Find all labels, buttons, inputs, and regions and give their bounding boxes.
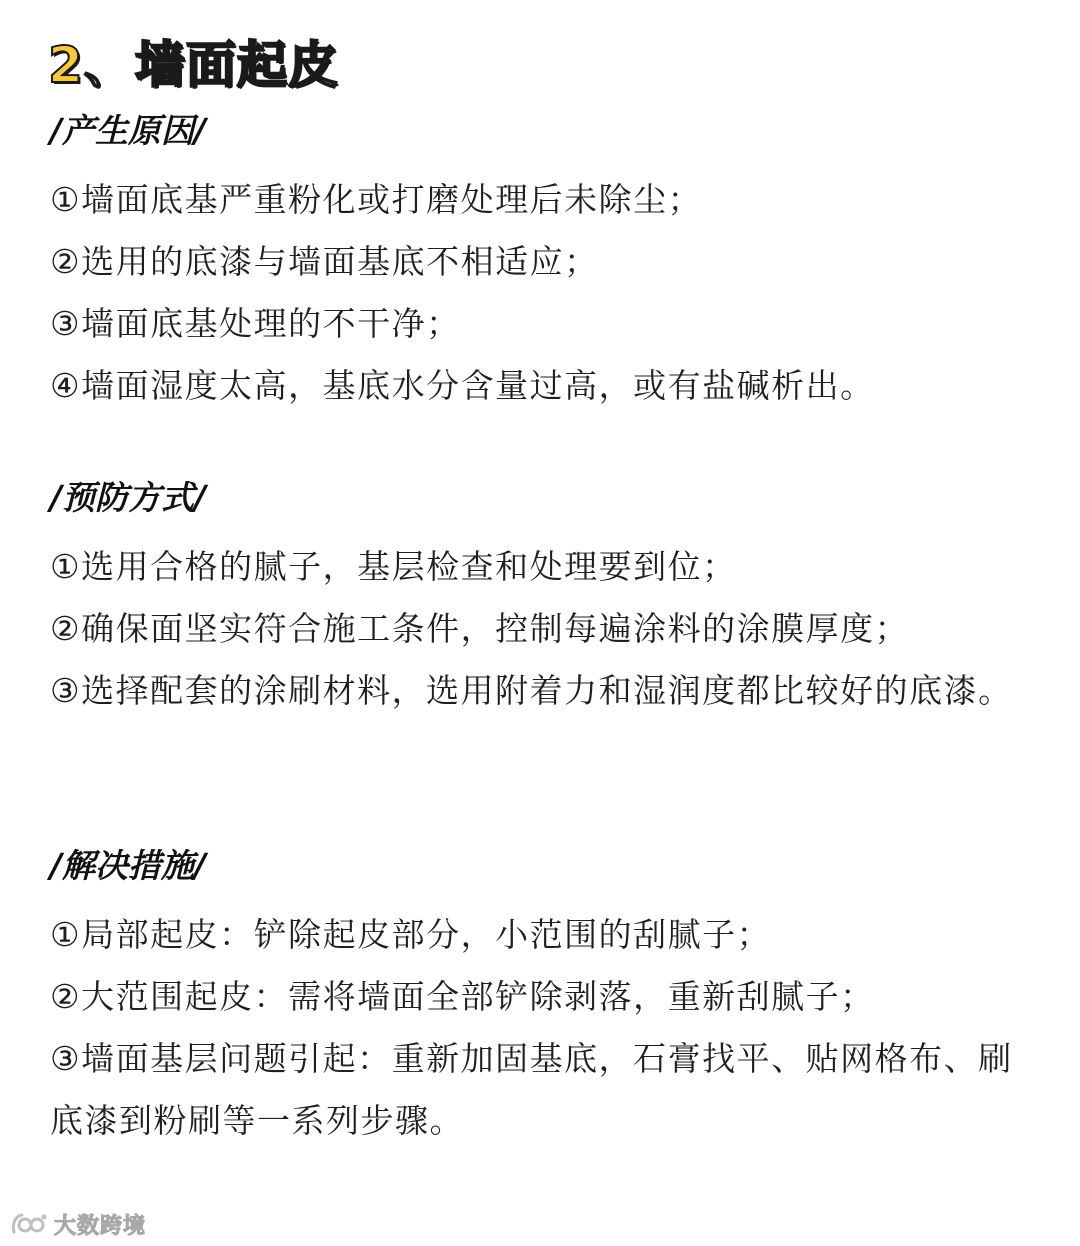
- cause-item-4: ④墙面湿度太高，基底水分含量过高，或有盐碱析出。: [50, 366, 875, 405]
- prevention-item-3: ③选择配套的涂刷材料，选用附着力和湿润度都比较好的底漆。: [50, 671, 1013, 710]
- section-heading-solutions: /解决措施/: [50, 846, 207, 885]
- solution-item-2: ②大范围起皮：需将墙面全部铲除剥落，重新刮腻子；: [50, 977, 875, 1016]
- section-solutions: [50, 846, 1040, 1152]
- brand-logo-icon: [10, 1211, 48, 1237]
- solution-item-1: ①局部起皮：铲除起皮部分，小范围的刮腻子；: [50, 915, 772, 954]
- cause-item-1: ①墙面底基严重粉化或打磨处理后未除尘；: [50, 180, 703, 219]
- section-causes: [50, 111, 1040, 417]
- watermark: [10, 1206, 146, 1242]
- cause-item-2: ②选用的底漆与墙面基底不相适应；: [50, 242, 599, 281]
- solution-item-3: ③墙面基层问题引起：重新加固基底，石膏找平、贴网格布、刷底漆到粉刷等一系列步骤。: [50, 1039, 1013, 1140]
- prevention-item-1: ①选用合格的腻子，基层检查和处理要到位；: [50, 547, 737, 586]
- prevention-item-2: ②确保面坚实符合施工条件，控制每遍涂料的涂膜厚度；: [50, 609, 910, 648]
- cause-item-3: ③墙面底基处理的不干净；: [50, 304, 461, 343]
- watermark-text: 大数跨境: [54, 1213, 147, 1239]
- section-heading-prevention: /预防方式/: [50, 478, 207, 517]
- section-heading-causes: /产生原因/: [50, 111, 207, 150]
- section-prevention: [50, 478, 1040, 722]
- page-title: 2、墙面起皮: [48, 36, 339, 94]
